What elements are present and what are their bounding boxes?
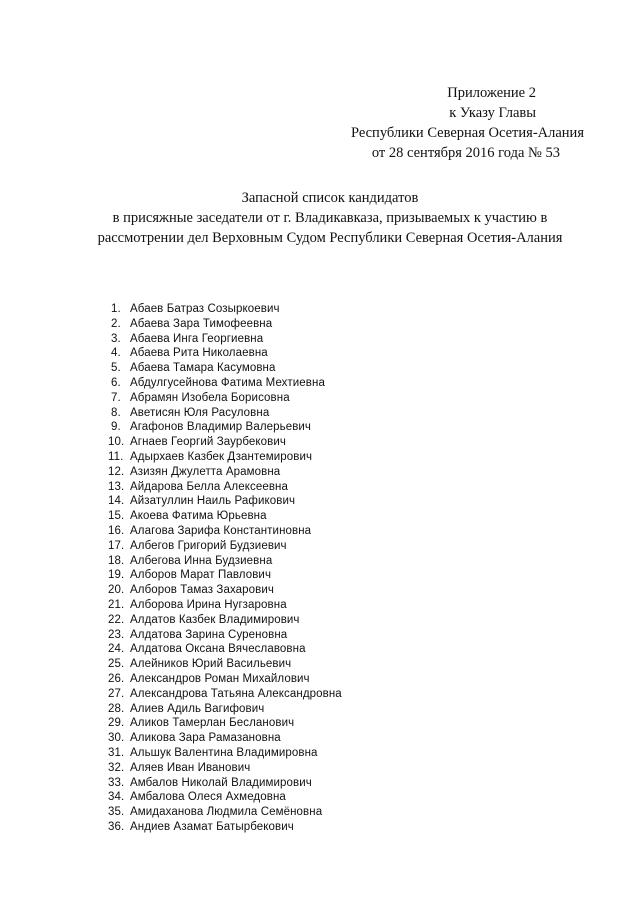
list-item-name: Айзатуллин Наиль Рафикович: [130, 495, 296, 508]
list-item-name: Акоева Фатима Юрьевна: [130, 510, 267, 523]
list-item: [102, 805, 342, 820]
list-item-number: 11.: [108, 450, 124, 463]
list-item-name: Агафонов Владимир Валерьевич: [130, 421, 312, 434]
list-item-name: Абаева Рита Николаевна: [130, 347, 268, 360]
list-item-name: Аветисян Юля Расуловна: [130, 406, 270, 419]
list-item: [102, 716, 342, 731]
list-item: [102, 539, 342, 554]
list-item-number: 4.: [111, 347, 121, 360]
list-item-number: 23.: [108, 628, 125, 641]
list-item-name: Азизян Джулетта Арамовна: [130, 465, 281, 478]
list-item-name: Аликова Зара Рамазановна: [130, 732, 281, 745]
list-item: [102, 480, 342, 495]
list-item: [102, 583, 342, 598]
list-item: [102, 628, 342, 643]
list-item-number: 19.: [108, 569, 125, 582]
list-item-name: Алдатов Казбек Владимирович: [130, 613, 300, 626]
list-item-name: Алдатова Зарина Суреновна: [130, 628, 288, 641]
list-item: [102, 731, 342, 746]
list-item: [102, 524, 342, 539]
list-item-name: Адырхаев Казбек Дзантемирович: [130, 450, 313, 463]
list-item: [102, 687, 342, 702]
list-item-name: Алборова Ирина Нугзаровна: [130, 598, 287, 611]
list-item-name: Амбалова Олеся Ахмедовна: [130, 791, 286, 804]
list-item-name: Албегов Григорий Будзиевич: [130, 539, 287, 552]
list-item-number: 25.: [108, 658, 125, 671]
list-item-number: 34.: [108, 791, 125, 804]
list-item-number: 22.: [108, 613, 125, 626]
list-item-number: 13.: [108, 480, 125, 493]
list-item: [102, 790, 342, 805]
list-item-number: 32.: [108, 761, 125, 774]
list-item: [102, 702, 342, 717]
list-item-number: 35.: [108, 806, 125, 819]
list-item: [102, 642, 342, 657]
list-item: [102, 317, 342, 332]
list-item: [102, 465, 342, 480]
list-item-name: Амидаханова Людмила Семёновна: [130, 806, 323, 819]
list-item: [102, 746, 342, 761]
candidate-list: [102, 302, 342, 835]
list-item-name: Альшук Валентина Владимировна: [130, 746, 318, 759]
list-item: [102, 820, 342, 835]
list-item: [102, 776, 342, 791]
list-item: [102, 761, 342, 776]
list-item-name: Абаев Батраз Созыркоевич: [130, 303, 280, 315]
list-item: [102, 302, 342, 317]
list-item-number: 6.: [111, 376, 121, 389]
title-line-1: Запасной список кандидатов: [241, 190, 419, 206]
list-item: [102, 657, 342, 672]
list-item-name: Абаева Инга Георгиевна: [130, 332, 264, 345]
list-item-name: Амбалов Николай Владимирович: [130, 776, 312, 789]
list-item-number: 7.: [111, 391, 121, 404]
list-item-number: 17.: [108, 539, 125, 552]
list-item-name: Абрамян Изобела Борисовна: [130, 391, 290, 404]
title-line-2: в присяжные заседатели от г. Владикавказа, призываемых к участию в: [112, 210, 548, 226]
list-item-number: 31.: [108, 746, 125, 759]
list-item: [102, 406, 342, 421]
appendix-number: Приложение 2: [447, 85, 536, 101]
list-item-name: Абдулгусейнова Фатима Мехтиевна: [130, 376, 325, 389]
appendix-date: от 28 сентября 2016 года № 53: [371, 145, 560, 161]
list-item-name: Александров Роман Михайлович: [130, 672, 310, 685]
list-item-name: Агнаев Георгий Заурбекович: [130, 436, 286, 449]
list-item: [102, 420, 342, 435]
list-item: [102, 568, 342, 583]
list-item-name: Абаева Зара Тимофеевна: [130, 317, 273, 330]
list-item: [102, 450, 342, 465]
list-item-number: 28.: [108, 702, 125, 715]
list-item-number: 27.: [108, 687, 125, 700]
list-item-number: 9.: [111, 421, 121, 434]
list-item: [102, 509, 342, 524]
list-item-name: Абаева Тамара Касумовна: [130, 362, 276, 375]
list-item-number: 30.: [108, 732, 125, 745]
list-item: [102, 435, 342, 450]
list-item-number: 20.: [108, 584, 125, 597]
appendix-republic: Республики Северная Осетия-Алания: [350, 125, 584, 141]
list-item-number: 5.: [111, 362, 121, 375]
list-item-name: Аляев Иван Иванович: [130, 761, 251, 774]
list-item-name: Алиев Адиль Вагифович: [130, 702, 265, 715]
list-item-name: Аликов Тамерлан Бесланович: [130, 717, 295, 730]
list-item-number: 1.: [111, 303, 121, 315]
list-item-number: 3.: [111, 332, 121, 345]
list-item-name: Алдатова Оксана Вячеславовна: [130, 643, 306, 656]
list-item-name: Алейников Юрий Васильевич: [130, 658, 292, 671]
list-item-name: Андиев Азамат Батырбекович: [130, 820, 294, 833]
list-item-number: 2.: [111, 317, 121, 330]
appendix-header: [351, 83, 584, 163]
list-item: [102, 598, 342, 613]
list-item: [102, 361, 342, 376]
list-item-number: 29.: [108, 717, 125, 730]
list-item: [102, 672, 342, 687]
list-item-number: 16.: [108, 524, 125, 537]
list-item: [102, 376, 342, 391]
list-item-name: Айдарова Белла Алексеевна: [130, 480, 288, 493]
list-item-number: 14.: [108, 495, 125, 508]
list-item-name: Алборов Тамаз Захарович: [130, 584, 274, 597]
list-item: [102, 494, 342, 509]
list-item-number: 36.: [108, 820, 125, 833]
appendix-reference: к Указу Главы: [449, 105, 536, 121]
list-item-name: Александрова Татьяна Александровна: [130, 687, 342, 700]
list-item-number: 33.: [108, 776, 125, 789]
list-item-number: 26.: [108, 672, 125, 685]
list-item: [102, 391, 342, 406]
list-item: [102, 554, 342, 569]
document-title: [80, 188, 580, 248]
title-line-3: рассмотрении дел Верховным Судом Республики Северная Осетия-Алания: [97, 230, 563, 246]
list-item-number: 21.: [108, 598, 125, 611]
list-item: [102, 346, 342, 361]
list-item-name: Алагова Зарифа Константиновна: [130, 524, 312, 537]
list-item-number: 10.: [108, 436, 125, 449]
list-item-number: 8.: [111, 406, 121, 419]
list-item: [102, 332, 342, 347]
list-item-name: Албегова Инна Будзиевна: [130, 554, 273, 567]
list-item: [102, 613, 342, 628]
list-item-number: 15.: [108, 510, 125, 523]
list-item-name: Алборов Марат Павлович: [130, 569, 272, 582]
list-item-number: 24.: [108, 643, 125, 656]
list-item-number: 18.: [108, 554, 125, 567]
list-item-number: 12.: [108, 465, 125, 478]
